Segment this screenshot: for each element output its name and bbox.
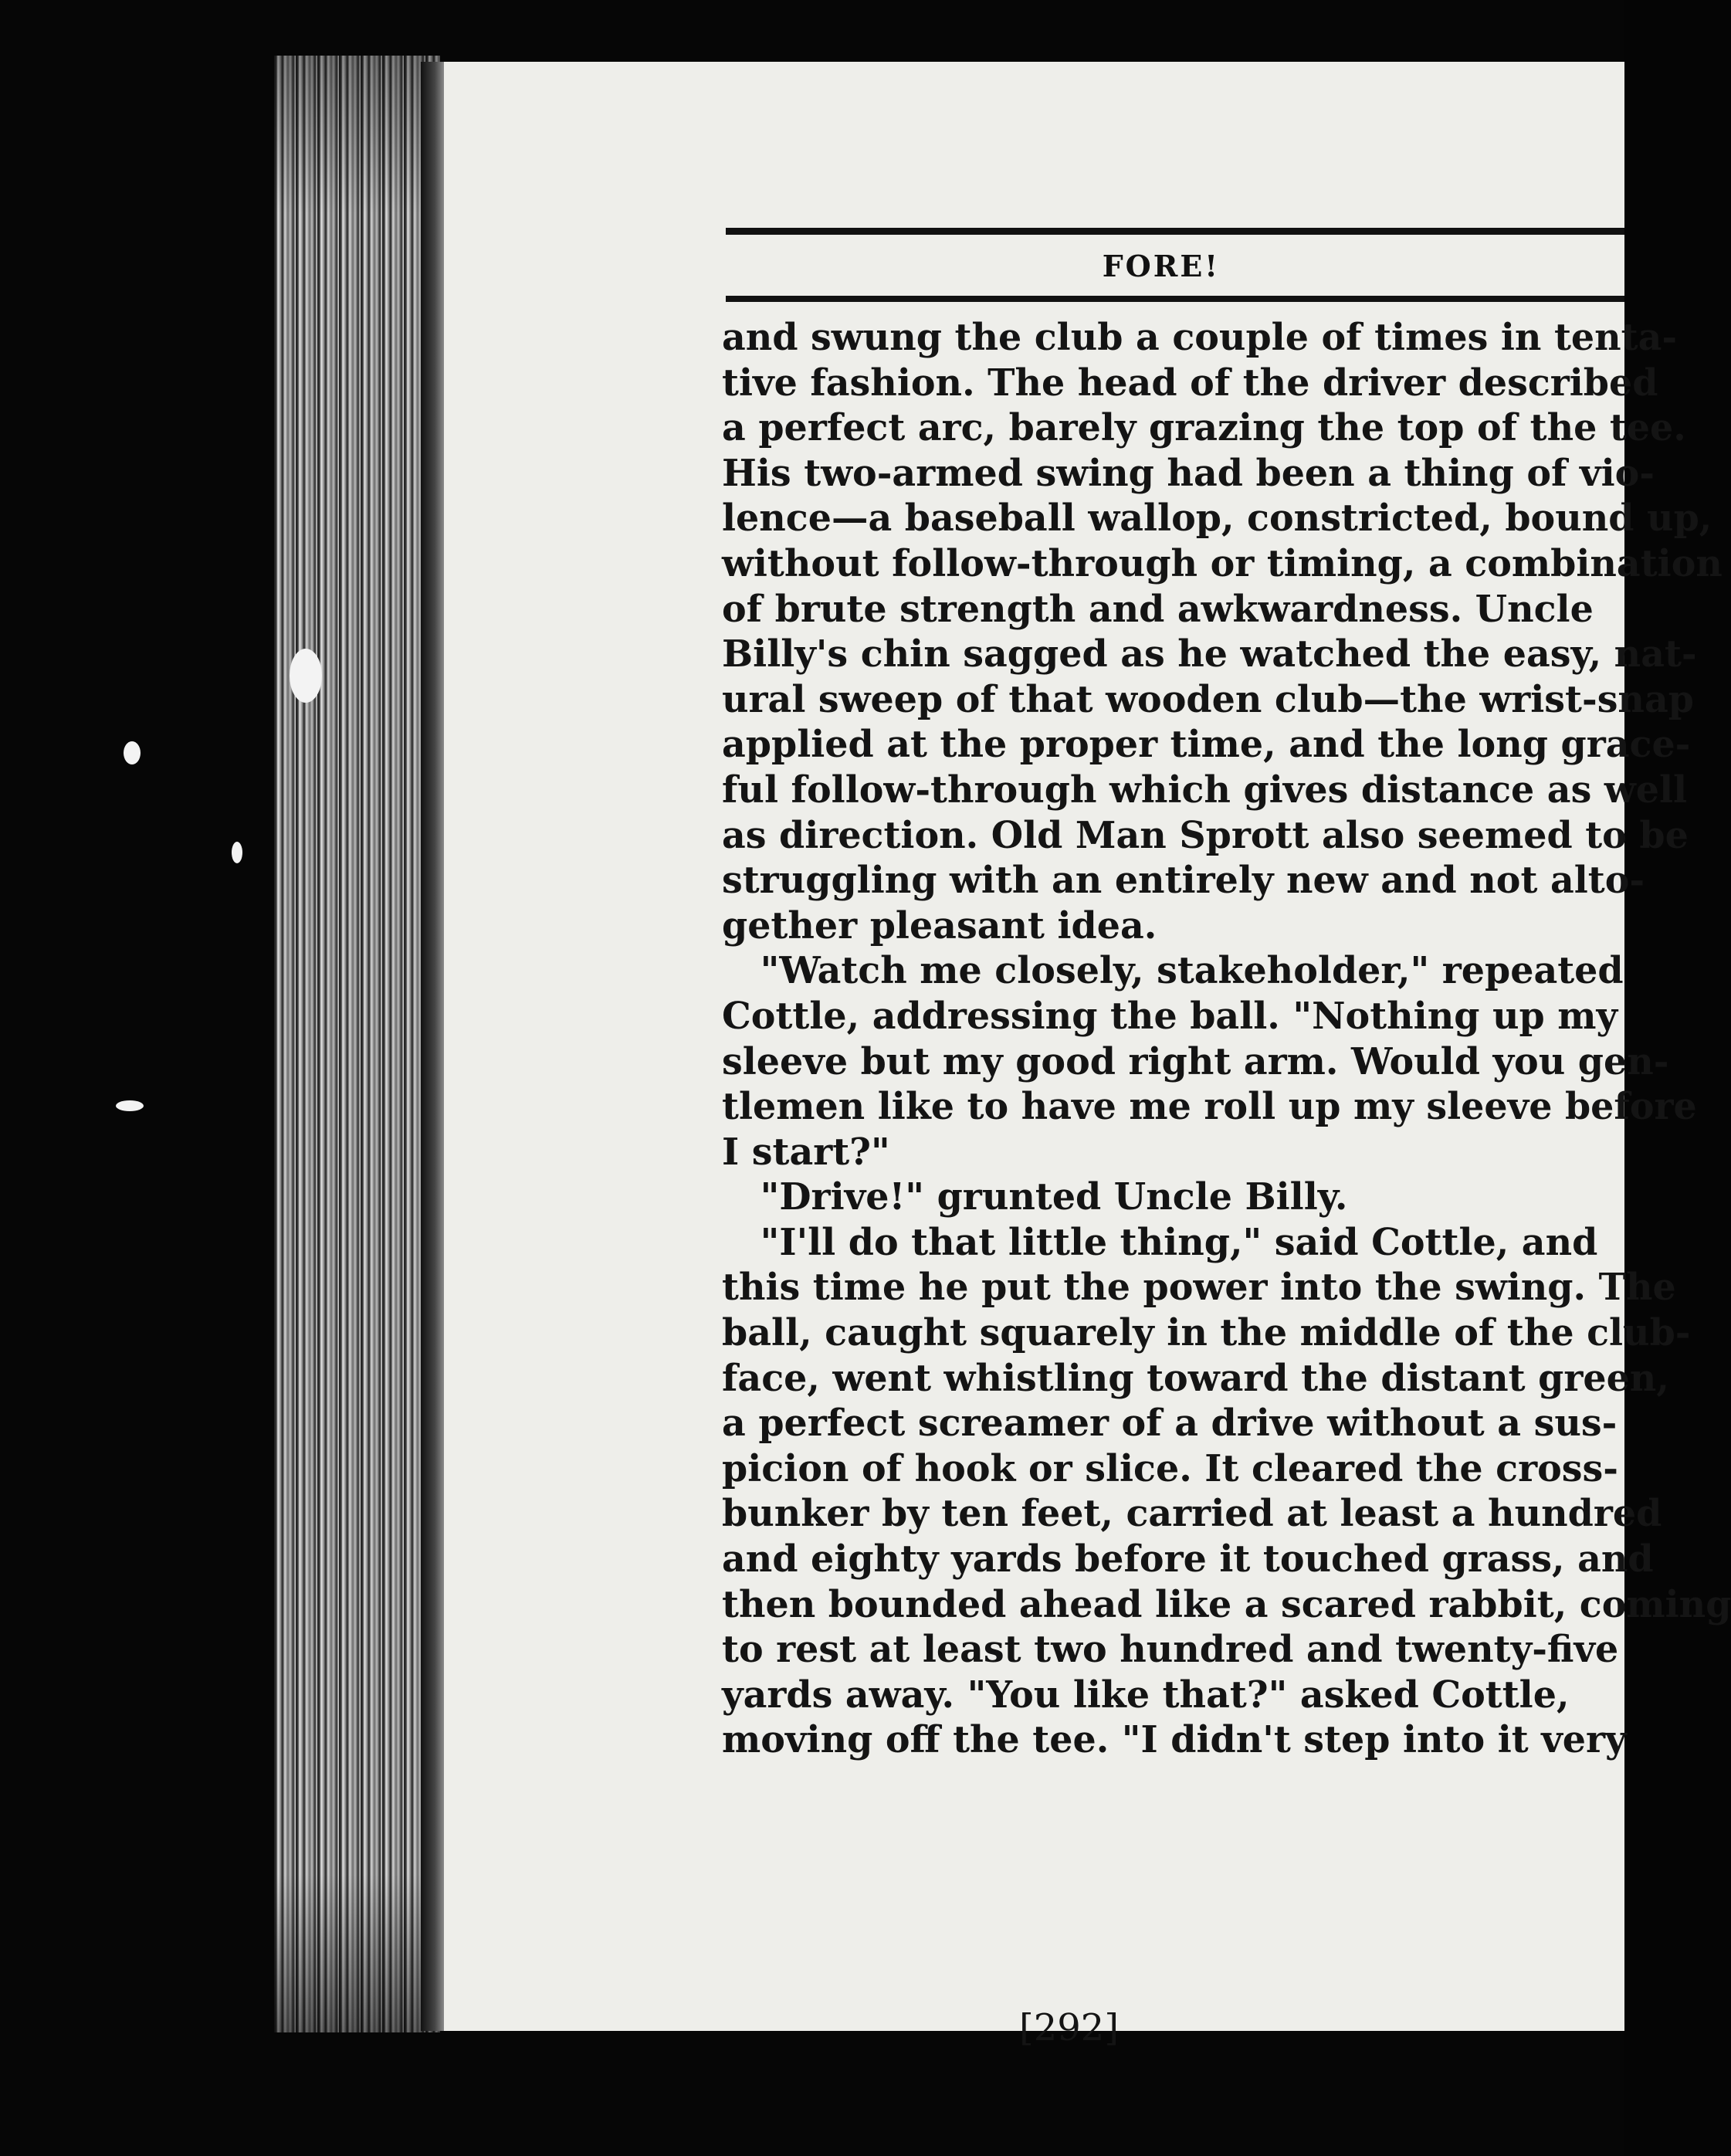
text-line: picion of hook or slice. It cleared the cross- — [722, 1446, 1618, 1490]
book-page-edges — [274, 56, 440, 2032]
text-line: this time he put the power into the swing. The — [722, 1266, 1676, 1310]
text-line: and swung the club a couple of times in tenta- — [722, 316, 1678, 359]
header-rule-top — [726, 228, 1624, 235]
text-line: "Watch me closely, stakeholder," repeated — [722, 949, 1624, 993]
text-line: Cottle, addressing the ball. "Nothing up my — [722, 994, 1618, 1038]
page-number: [292] — [1019, 2006, 1120, 2049]
text-line: and eighty yards before it touched grass, and — [722, 1537, 1654, 1581]
text-line: tlemen like to have me roll up my sleeve before — [722, 1085, 1697, 1129]
text-line: of brute strength and awkwardness. Uncle — [722, 587, 1594, 631]
text-line: yards away. "You like that?" asked Cottle, — [722, 1673, 1570, 1717]
dust-speck — [116, 1100, 144, 1111]
body-text — [722, 315, 1731, 1763]
text-line: sleeve but my good right arm. Would you gen- — [722, 1039, 1669, 1083]
dust-speck — [290, 649, 322, 703]
dust-speck — [232, 842, 242, 863]
text-line: Billy's chin sagged as he watched the easy, nat- — [722, 632, 1697, 676]
text-line: ball, caught squarely in the middle of the club- — [722, 1311, 1691, 1355]
text-line: "I'll do that little thing," said Cottle, and — [722, 1220, 1598, 1264]
text-line: bunker by ten feet, carried at least a hundred — [722, 1492, 1662, 1536]
text-line: a perfect arc, barely grazing the top of the tee. — [722, 406, 1686, 450]
text-line: then bounded ahead like a scared rabbit, coming — [722, 1582, 1731, 1626]
binding-shadow — [421, 62, 444, 2031]
text-line: a perfect screamer of a drive without a sus- — [722, 1402, 1618, 1446]
text-line: tive fashion. The head of the driver described — [722, 361, 1658, 405]
text-line: His two-armed swing had been a thing of vio- — [722, 451, 1655, 495]
text-line: I start?" — [722, 1130, 890, 1174]
header-rule-bottom — [726, 296, 1624, 302]
text-line: ful follow-through which gives distance as well — [722, 768, 1688, 812]
text-line: as direction. Old Man Sprott also seemed to be — [722, 813, 1689, 857]
text-line: "Drive!" grunted Uncle Billy. — [722, 1175, 1348, 1219]
running-head: FORE! — [1102, 249, 1220, 283]
text-line: lence—a baseball wallop, constricted, bound up, — [722, 497, 1712, 541]
text-line: ural sweep of that wooden club—the wrist-snap — [722, 677, 1694, 721]
text-line: face, went whistling toward the distant green, — [722, 1356, 1669, 1400]
text-line: applied at the proper time, and the long grace- — [722, 723, 1691, 767]
text-line: gether pleasant idea. — [722, 903, 1157, 947]
text-line: struggling with an entirely new and not alto- — [722, 859, 1645, 903]
text-line: without follow-through or timing, a combination — [722, 541, 1723, 585]
text-line: to rest at least two hundred and twenty-five — [722, 1628, 1619, 1672]
dust-speck — [124, 741, 141, 764]
text-line: moving off the tee. "I didn't step into it very — [722, 1718, 1627, 1762]
